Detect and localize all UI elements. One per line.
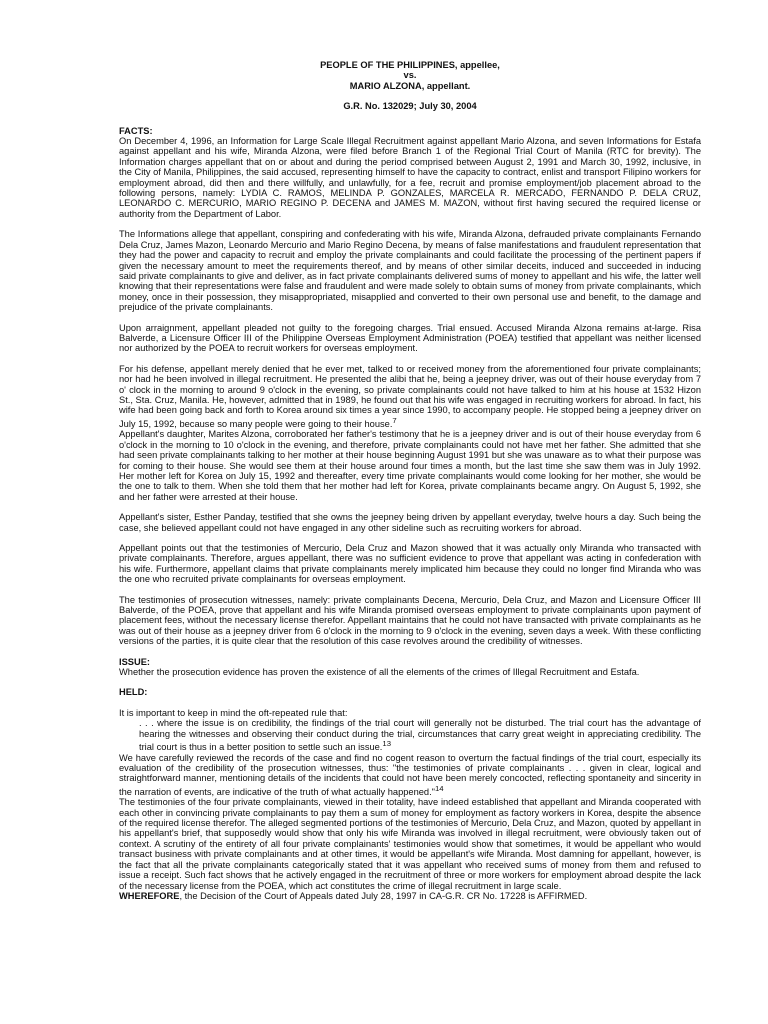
wherefore-paragraph [119, 891, 701, 901]
facts-paragraph-6: Appellant points out that the testimonies of Mercurio, Dela Cruz and Mazon showed that it was actually only Miranda who transacted with private complainants. Therefore, argues appellant, there was no sufficient evidence to prove that appellant was acting in confederation with his wife. Furthermore, appellant claims that private complainants merely implicated him because they could no longer find Miranda who was the one who recruited private complainants for overseas employment. [119, 542, 701, 585]
caption-appellant: MARIO ALZONA, appellant. [349, 80, 471, 91]
held-quote-text: . . . where the issue is on credibility, the findings of the trial court will generally not be disturbed. The trial court has the advantage of hearing the witnesses and observing their conduct during the trial, circumstances that carry great weight in appreciating credibility. The trial court is thus in a better position to settle such an issue. [139, 718, 701, 753]
held-paragraph-1-text: We have carefully reviewed the records of the case and find no cogent reason to overturn the factual findings of the trial court, especially its evaluation of the credibility of the prosecution witnesses, thus: "the testimonies of private complainants . . . given in clear, logical and straightforward manner, mentioning details of the incidents that could not have been merely concocted, reflecting spontaneity and sincerity in the narration of events, are indicative of the truth of what actually happened." [119, 752, 701, 797]
facts-paragraph-2: The Informations allege that appellant, conspiring and confederating with his wife, Miranda Alzona, defrauded private complainants Fernando Dela Cruz, James Mazon, Leonardo Mercurio and Mario Regino Decena, by means of false manifestations and fraudulent representation that they had the power and capacity to recruit and employ the private complainants and could facilitate the processing of the pertinent papers if given the necessary amount to meet the requirements thereof, and by means of other similar deceits, induced and succeeded in inducing said private complainants to give and deliver, as in fact private complainants delivered sums of money to appellant and his wife, the latter well knowing that their representations were false and fraudulent and were made solely to obtain sums of money from private complainants, which money, once in their possession, they misappropriated, misapplied and converted to their own personal use and benefit, to the damage and prejudice of the private complainants. [119, 229, 701, 313]
held-paragraph-2: The testimonies of the four private complainants, viewed in their totality, have indeed established that appellant and Miranda cooperated with each other in convincing private complainants to pay them a sum of money for employment as factory workers in Korea, despite the absence of the required license therefor. The alleged segmented portions of the testimonies of Mercurio, Dela Cruz, and Mazon, quoted by appellant in his appellant's brief, that supposedly would show that only his wife Miranda was involved in illegal recruitment, were obviously taken out of context. A scrutiny of the entirety of all four private complainants' testimonies would show that sometimes, it would be appellant who would transact business with private complainants and at other times, it would be appellant's wife Miranda. Most damning for appellant, however, is the fact that all the private complainants categorically stated that it was appellant who received sums of money from them and refused to issue a receipt. Such fact shows that he actively engaged in the recruitment of three or more workers for employment abroad despite the lack of the necessary license from the POEA, which act constitutes the crime of illegal recruitment in large scale. [119, 797, 701, 891]
footnote-ref-7: 7 [392, 415, 397, 425]
held-quote [139, 718, 701, 752]
issue-heading: ISSUE: [119, 656, 150, 667]
case-number: G.R. No. 132029; July 30, 2004 [343, 101, 477, 112]
wherefore-text: , the Decision of the Court of Appeals dated July 28, 1997 in CA-G.R. CR No. 17228 is AFFIRMED. [179, 890, 588, 901]
issue-text: Whether the prosecution evidence has proven the existence of all the elements of the crimes of Illegal Recruitment and Estafa. [119, 667, 640, 677]
facts-paragraph-5: Appellant's sister, Esther Panday, testified that she owns the jeepney being driven by appellant everyday, twelve hours a day. Such being the case, she believed appellant could not have engaged in any other sideline such as recruiting workers for abroad. [119, 512, 701, 533]
footnote-ref-13: 13 [382, 739, 392, 749]
caption-appellee: PEOPLE OF THE PHILIPPINES, appellee, [320, 60, 500, 70]
facts-paragraph-4b: Appellant's daughter, Marites Alzona, corroborated her father's testimony that he is a jeepney driver and is out of their house everyday from 6 o'clock in the morning to 10 o'clock in the evening, and therefore, private complainants could not have met her father. She admitted that she had seen private complainants talking to her mother at their house beginning August 1991 but she was unaware as to what their purpose was for coming to their house. She would see them at their house around four times a month, but the last time she saw them was in July 1992. Her mother left for Korea on July 15, 1992 and thereafter, every time private complainants would come looking for her mother, she would be the one to talk to them. When she told them that her mother had left for Korea, private complainants became angry. On August 5, 1992, she and her father were arrested at their house. [119, 429, 701, 502]
facts-paragraph-7: The testimonies of prosecution witnesses, namely: private complainants Decena, Mercurio, Dela Cruz, and Mazon and Licensure Officer III Balverde, of the POEA, prove that appellant and his wife Miranda promised overseas employment to private complainants upon payment of placement fees, without the necessary license therefor. Appellant maintains that he could not have transacted with private complainants as he was out of their house as a jeepney driver from 6 o'clock in the morning to 9 o'clock in the evening, seven days a week. With these conflicting versions of the parties, it is quite clear that the resolution of this case revolves around the credibility of witnesses. [119, 594, 701, 647]
facts-paragraph-4 [119, 364, 701, 430]
facts-heading: FACTS: [119, 125, 153, 136]
case-caption [119, 60, 701, 91]
held-intro: It is important to keep in mind the oft-repeated rule that: [119, 707, 348, 718]
held-paragraph-1 [119, 753, 701, 798]
facts-paragraph-1: On December 4, 1996, an Information for Large Scale Illegal Recruitment against appellant Mario Alzona, and seven Informations for Estafa against appellant and his wife, Miranda Alzona, were filed before Branch 1 of the Regional Trial Court of Manila (RTC for brevity). The Information charges appellant that on or about and during the period comprised between August 2, 1991 and March 30, 1992, inclusive, in the City of Manila, Philippines, the said accused, representing himself to have the capacity to contract, enlist and transport Filipino workers for employment abroad, did then and there willfully, and unlawfully, for a fee, recruit and promise employment/job placement abroad to the following persons, namely: LYDIA C. RAMOS, MELINDA P. GONZALES, MARCELA R. MERCADO, FERNANDO P. DELA CRUZ, LEONARDO C. MERCURIO, MARIO REGINO P. DECENA and JAMES M. MAZON, without first having secured the required license or authority from the Department of Labor. [119, 136, 701, 219]
held-heading: HELD: [119, 687, 148, 698]
caption-vs: vs. [403, 70, 417, 81]
facts-paragraph-4-text: For his defense, appellant merely denied that he ever met, talked to or received money from the aforementioned four private complainants; nor had he been involved in illegal recruitment. He presented the alibi that he, being a jeepney driver, was out of their house everyday from 7 o' clock in the morning to around 9 o'clock in the evening, so private complainants could not have talked to him at his house at 1532 Hizon St., Sta. Cruz, Manila. He, however, admitted that in 1989, he found out that his wife was engaged in recruiting workers for abroad. In fact, his wife had been going back and forth to Korea around six times a year since 1990, to accompany people. He stopped being a jeepney driver on July 15, 1992, because so many people were going to their house. [119, 363, 701, 429]
wherefore-label: WHEREFORE [119, 890, 180, 901]
footnote-ref-14: 14 [434, 783, 444, 793]
facts-paragraph-3: Upon arraignment, appellant pleaded not guilty to the foregoing charges. Trial ensued. Accused Miranda Alzona remains at-large. Risa Balverde, a Licensure Officer III of the Philippine Overseas Employment Administration (POEA) testified that appellant was neither licensed nor authorized by the POEA to recruit workers for overseas employment. [119, 322, 701, 354]
